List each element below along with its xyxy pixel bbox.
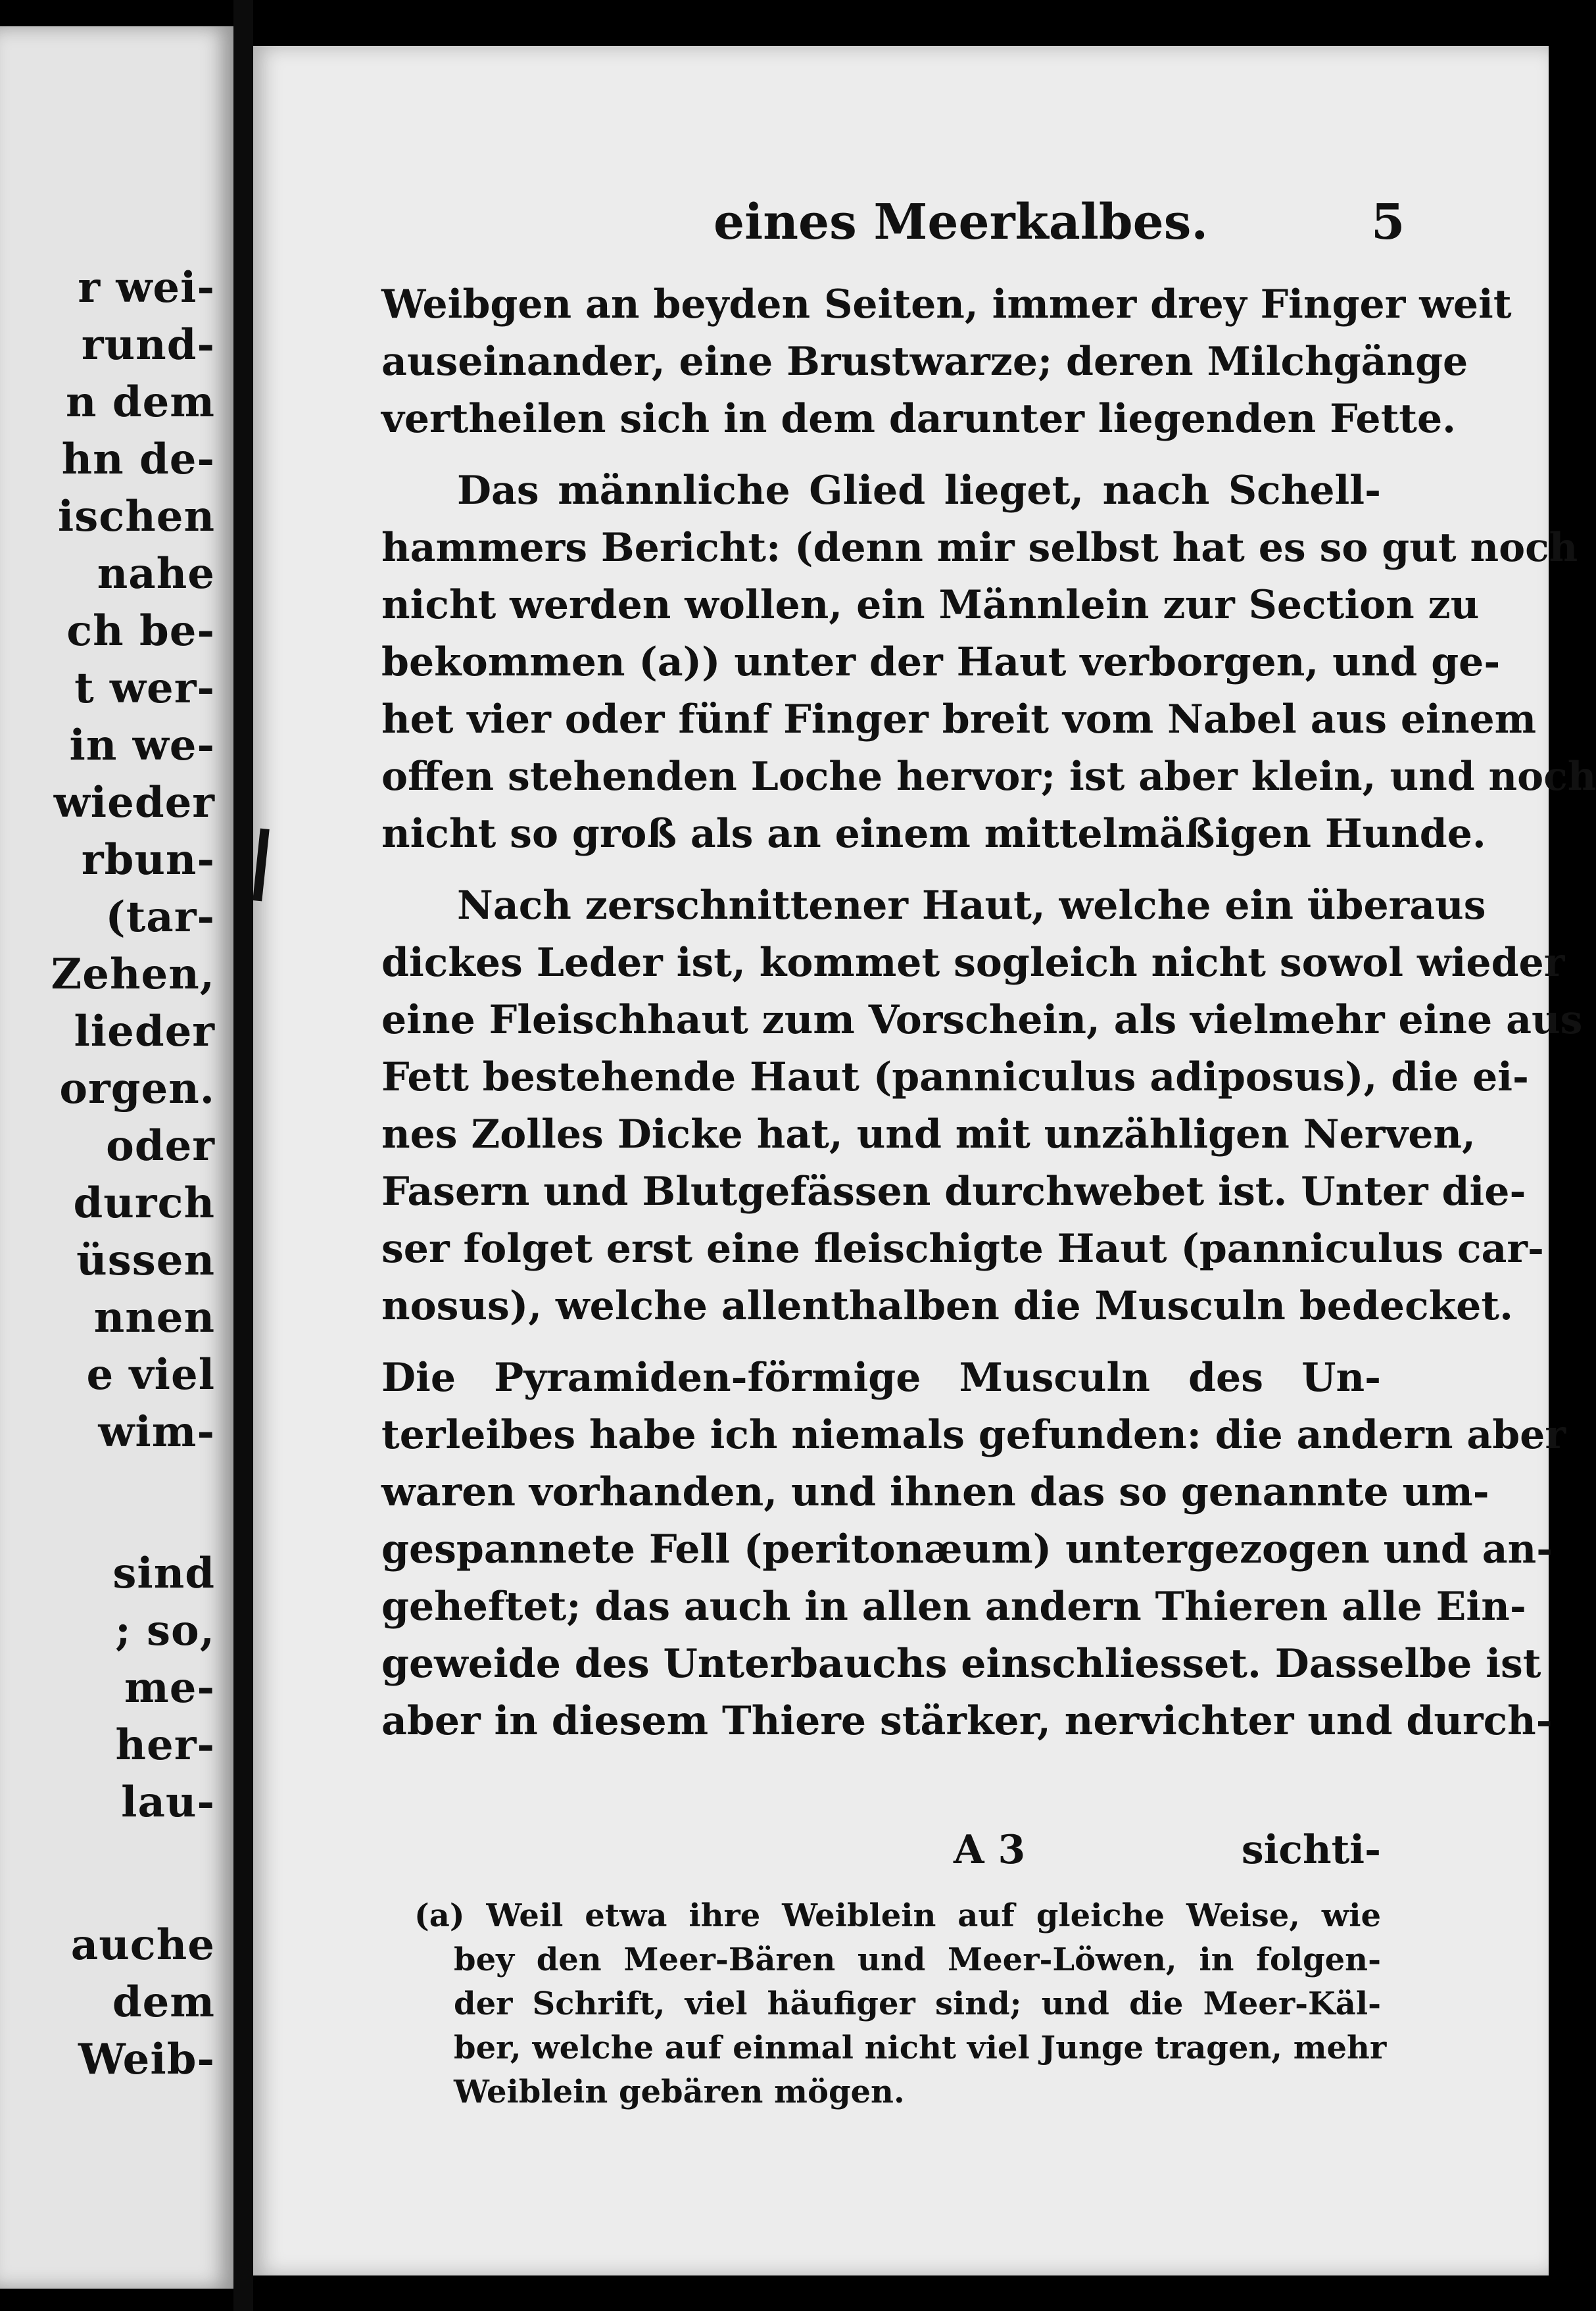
text-line: Fasern und Blutgefässen durchwebet ist. Unter die- bbox=[381, 1169, 1526, 1215]
running-head: eines Meerkalbes. bbox=[713, 194, 1209, 251]
fragment-line: her- bbox=[115, 1720, 215, 1770]
fragment-line: nahe bbox=[97, 549, 215, 598]
fragment-line: dem bbox=[112, 1978, 215, 2027]
text-line: auseinander, eine Brustwarze; deren Milchgänge bbox=[381, 339, 1468, 385]
fragment-line: orgen. bbox=[59, 1064, 215, 1113]
fragment-line: Zehen, bbox=[51, 950, 215, 999]
fragment-line: nnen bbox=[93, 1293, 215, 1342]
text-line: geheftet; das auch in allen andern Thieren alle Ein- bbox=[381, 1584, 1526, 1630]
fragment-line: (tar- bbox=[105, 892, 215, 942]
fragment-line: lieder bbox=[74, 1007, 215, 1056]
signature-mark: A 3 bbox=[954, 1827, 1026, 1873]
text-line: dickes Leder ist, kommet sogleich nicht sowol wieder bbox=[381, 940, 1565, 986]
fragment-line: rbun- bbox=[81, 835, 215, 885]
text-line: Weibgen an beyden Seiten, immer drey Finger weit bbox=[381, 281, 1512, 328]
page-number: 5 bbox=[1371, 194, 1405, 251]
fragment-line: wieder bbox=[53, 778, 215, 827]
fragment-line: üssen bbox=[76, 1236, 215, 1285]
text-line: eine Fleischhaut zum Vorschein, als vielmehr eine aus bbox=[381, 997, 1583, 1043]
previous-page-fragment bbox=[0, 26, 233, 2289]
footnote-line: Weiblein gebären mögen. bbox=[454, 2074, 905, 2110]
fragment-line: Weib- bbox=[78, 2035, 215, 2084]
footnote-line: (a) Weil etwa ihre Weiblein auf gleiche Weise, wie bbox=[414, 1897, 1381, 1934]
text-line: bekommen (a)) unter der Haut verborgen, und ge- bbox=[381, 639, 1501, 685]
fragment-line: r wei- bbox=[78, 263, 215, 312]
fragment-line: auche bbox=[70, 1920, 215, 1970]
text-line: ser folget erst eine fleischigte Haut (panniculus car- bbox=[381, 1226, 1544, 1272]
text-line: Nach zerschnittener Haut, welche ein überaus bbox=[457, 883, 1486, 929]
fragment-line: wim- bbox=[98, 1407, 215, 1457]
fragment-line: sind bbox=[112, 1549, 215, 1598]
text-line: terleibes habe ich niemals gefunden: die andern aber bbox=[381, 1412, 1566, 1458]
text-line: nosus), welche allenthalben die Musculn bedecket. bbox=[381, 1283, 1513, 1329]
book-page bbox=[253, 46, 1596, 2275]
book-gutter bbox=[233, 0, 253, 2311]
text-line: vertheilen sich in dem darunter liegenden Fette. bbox=[381, 396, 1457, 442]
fragment-line: lau- bbox=[121, 1778, 215, 1827]
catch-line bbox=[381, 1822, 1381, 1879]
text-line: geweide des Unterbauchs einschliesset. Dasselbe ist bbox=[381, 1641, 1541, 1687]
text-line: Das männliche Glied lieget, nach Schell- bbox=[457, 468, 1381, 514]
text-line: Fett bestehende Haut (panniculus adiposus), die ei- bbox=[381, 1054, 1529, 1100]
text-line: Die Pyramiden-förmige Musculn des Un- bbox=[381, 1355, 1381, 1401]
text-line: aber in diesem Thiere stärker, nervichter und durch- bbox=[381, 1698, 1553, 1744]
fragment-line: durch bbox=[73, 1179, 215, 1228]
fragment-line: me- bbox=[124, 1663, 215, 1713]
fragment-line: t wer- bbox=[74, 664, 215, 713]
fragment-line: ischen bbox=[57, 492, 215, 541]
text-line: offen stehenden Loche hervor; ist aber klein, und noch bbox=[381, 754, 1596, 800]
text-line: nes Zolles Dicke hat, und mit unzähligen Nerven, bbox=[381, 1111, 1476, 1157]
text-line: nicht werden wollen, ein Männlein zur Section zu bbox=[381, 582, 1480, 628]
fragment-line: n dem bbox=[66, 377, 215, 427]
fragment-line: hn de- bbox=[61, 435, 215, 484]
text-line: waren vorhanden, und ihnen das so genannte um- bbox=[381, 1469, 1489, 1515]
fragment-line: ; so, bbox=[115, 1606, 215, 1655]
footnote-line: bey den Meer-Bären und Meer-Löwen, in folgen- bbox=[454, 1941, 1381, 1978]
fragment-line: rund- bbox=[81, 320, 215, 370]
fragment-line: in we- bbox=[69, 721, 215, 770]
footnote bbox=[414, 1894, 1387, 2114]
footnote-line: ber, welche auf einmal nicht viel Junge tragen, mehr bbox=[454, 2030, 1387, 2066]
text-line: nicht so groß als an einem mittelmäßigen Hunde. bbox=[381, 811, 1486, 857]
footnote-line: der Schrift, viel häufiger sind; und die Meer-Käl- bbox=[454, 1985, 1381, 2022]
catchword: sichti- bbox=[1241, 1827, 1381, 1873]
text-line: het vier oder fünf Finger breit vom Nabel aus einem bbox=[381, 696, 1537, 742]
text-line: hammers Bericht: (denn mir selbst hat es so gut noch bbox=[381, 525, 1578, 571]
fragment-line: oder bbox=[106, 1121, 215, 1171]
fragment-line: ch be- bbox=[66, 606, 215, 656]
body-text bbox=[381, 276, 1596, 1750]
text-line: gespannete Fell (peritonæum) untergezogen und an- bbox=[381, 1526, 1553, 1572]
fragment-line: e viel bbox=[86, 1350, 215, 1399]
